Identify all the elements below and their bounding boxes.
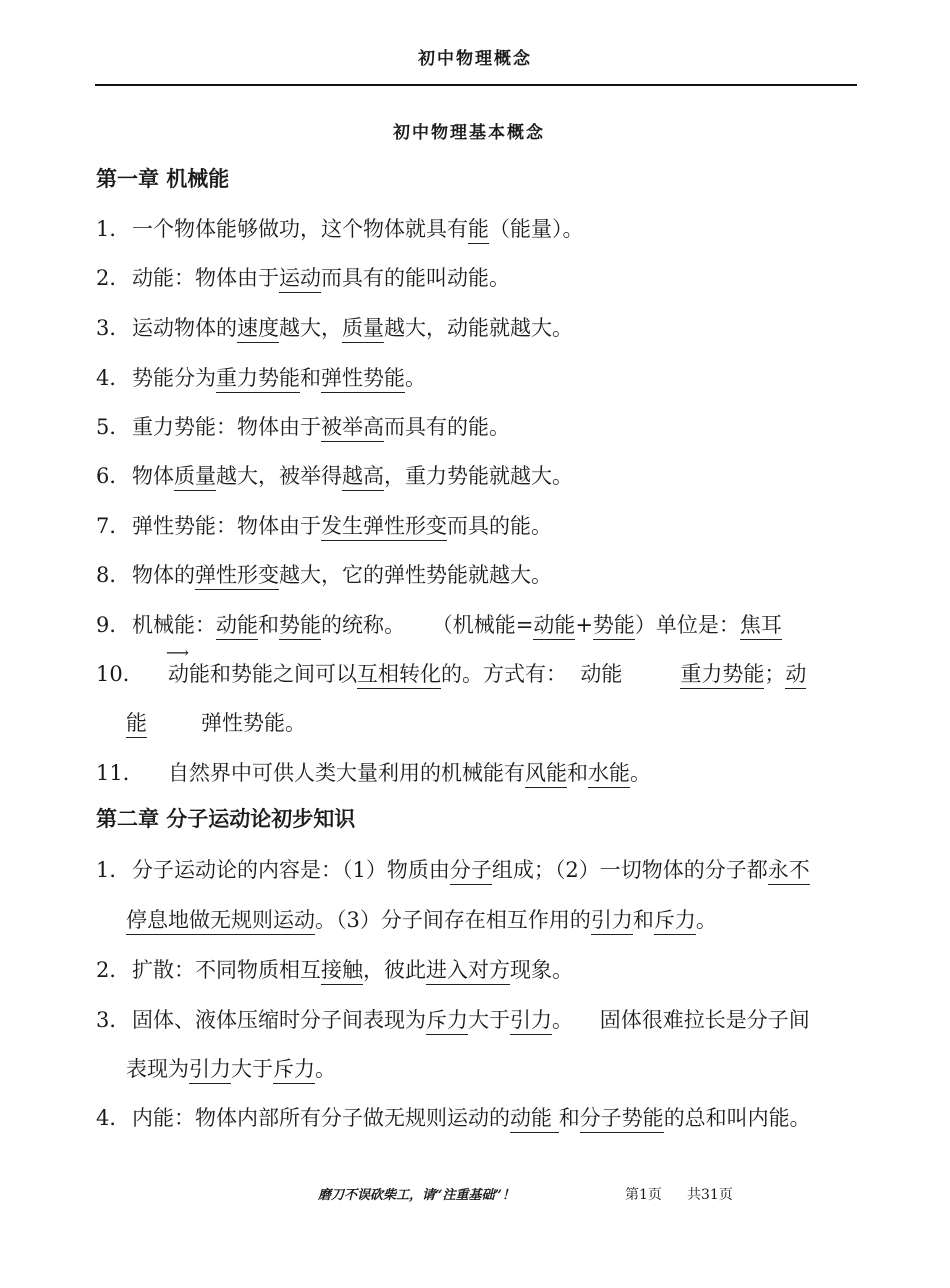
ch2-item-1: 1．分子运动论的内容是：（1）物质由分子组成；（2）一切物体的分子都永不 xyxy=(96,855,842,885)
running-header: 初中物理概念 xyxy=(418,49,532,69)
ch1-item-2: 2．动能：物体由于运动而具有的能叫动能。 xyxy=(96,263,842,293)
arrow-icon: ⟶ 动能和势能之间可以 xyxy=(166,643,357,686)
ch1-item-11: 11． 自然界中可供人类大量利用的机械能有风能和水能。 xyxy=(96,758,842,788)
ch1-item-10-continued: 能 弹性势能。 xyxy=(96,708,872,738)
chapter-1-heading: 第一章 机械能 xyxy=(96,167,230,191)
ch2-item-3: 3．固体、液体压缩时分子间表现为斥力大于引力。 固体很难拉长是分子间 xyxy=(96,1005,842,1035)
chapter-2-heading: 第二章 分子运动论初步知识 xyxy=(96,807,356,831)
ch1-item-9: 9．机械能：动能和势能的统称。 （机械能=动能+势能）单位是：焦耳 xyxy=(96,610,842,640)
total-pages: 共31页 xyxy=(687,1187,733,1203)
ch2-item-4: 4．内能：物体内部所有分子做无规则运动的动能 和分子势能的总和叫内能。 xyxy=(96,1103,842,1133)
ch1-item-10: 10． ⟶ 动能和势能之间可以互相转化的。方式有： 动能 重力势能；动 xyxy=(96,659,842,689)
header-rule xyxy=(95,84,857,86)
ch1-item-8: 8．物体的弹性形变越大，它的弹性势能就越大。 xyxy=(96,560,842,590)
document-title: 初中物理基本概念 xyxy=(393,123,545,143)
ch1-item-1: 1．一个物体能够做功，这个物体就具有能（能量）。 xyxy=(96,214,842,244)
ch2-item-2: 2．扩散：不同物质相互接触，彼此进入对方现象。 xyxy=(96,955,842,985)
ch1-item-5: 5．重力势能：物体由于被举高而具有的能。 xyxy=(96,412,842,442)
page-number: 第1页 xyxy=(625,1187,662,1203)
ch1-item-7: 7．弹性势能：物体由于发生弹性形变而具的能。 xyxy=(96,511,842,541)
ch1-item-6: 6．物体质量越大，被举得越高，重力势能就越大。 xyxy=(96,461,842,491)
ch2-item-1-continued: 停息地做无规则运动。（3）分子间存在相互作用的引力和斥力。 xyxy=(96,905,872,935)
footer-motto: 磨刀不误砍柴工，请“注重基础”！ xyxy=(318,1188,515,1203)
ch1-item-4: 4．势能分为重力势能和弹性势能。 xyxy=(96,363,842,393)
ch2-item-3-continued: 表现为引力大于斥力。 xyxy=(96,1054,872,1084)
ch1-item-3: 3．运动物体的速度越大，质量越大，动能就越大。 xyxy=(96,313,842,343)
